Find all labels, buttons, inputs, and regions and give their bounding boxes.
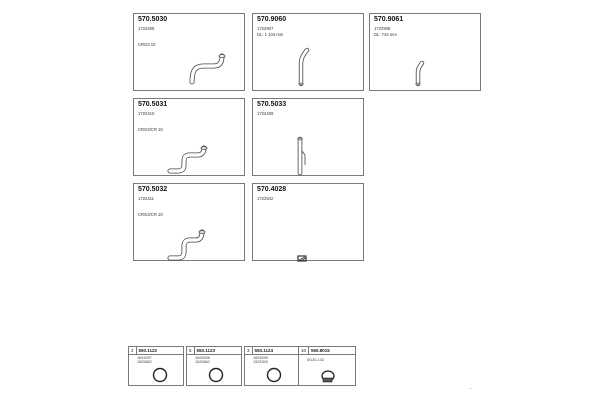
hose-clamp-drawing	[299, 347, 357, 387]
part-code: 570.5030	[138, 16, 168, 23]
part-card-570-5031[interactable]	[133, 98, 245, 176]
part-note: DL: 734 mm	[374, 32, 397, 37]
clamp-ring-drawing	[245, 347, 301, 387]
bent-pipe-drawing	[134, 14, 246, 92]
accessory-line: 1525862	[137, 360, 152, 364]
straight-pipe-drawing	[253, 14, 365, 92]
accessory-code: 550.1122	[138, 348, 158, 353]
part-reference: 1722409	[257, 111, 274, 116]
part-code: 570.4028	[257, 186, 287, 193]
accessory-line: 1525326	[253, 360, 268, 364]
part-reference: 1722542	[257, 196, 274, 201]
accessory-550-1123[interactable]	[186, 346, 242, 386]
accessory-number: 3	[245, 347, 253, 354]
accessory-550-8015[interactable]	[298, 346, 356, 386]
part-card-570-5030[interactable]	[133, 13, 245, 91]
accessory-code: 550.1123	[196, 348, 216, 353]
part-note: CRG3/CR 10	[138, 127, 163, 132]
part-code: 570.9061	[374, 16, 404, 23]
part-code: 570.5032	[138, 186, 168, 193]
part-note: DL: 1 104 mm	[257, 32, 284, 37]
accessory-line: 1693298	[195, 356, 210, 360]
s-bend-pipe-drawing	[134, 184, 246, 262]
part-card-570-5033[interactable]	[252, 98, 364, 176]
short-pipe-drawing	[370, 14, 482, 92]
part-note: CRG3 10	[138, 42, 156, 47]
accessory-550-1122[interactable]	[128, 346, 184, 386]
part-note: CRG3/CR 10	[138, 212, 163, 217]
part-card-570-5032[interactable]	[133, 183, 245, 261]
vertical-pipe-drawing	[253, 99, 365, 177]
part-reference: 1722410	[138, 111, 155, 116]
part-reference: 1722907	[257, 26, 274, 31]
accessory-number: 2	[129, 347, 137, 354]
accessory-number: 10	[299, 347, 309, 354]
accessory-code: 550.8015	[311, 348, 330, 353]
part-reference: 1722406	[138, 26, 155, 31]
part-card-570-9061[interactable]	[369, 13, 481, 91]
s-bend-pipe-drawing	[134, 99, 246, 177]
part-code: 570.5033	[257, 101, 287, 108]
part-reference: 1722908	[374, 26, 391, 31]
clamp-ring-drawing	[187, 347, 243, 387]
accessory-line: 1693297	[137, 356, 152, 360]
part-reference: 1722411	[138, 196, 154, 201]
accessory-line: 1525860	[195, 360, 210, 364]
clamp-ring-drawing	[129, 347, 185, 387]
page-marker	[470, 388, 471, 389]
accessory-550-1124[interactable]	[244, 346, 300, 386]
part-code: 570.5031	[138, 101, 168, 108]
part-card-570-4028[interactable]	[252, 183, 364, 261]
accessory-number: 5	[187, 347, 195, 354]
accessory-line: 1693296	[253, 356, 268, 360]
clamp-bracket-drawing	[253, 184, 365, 262]
accessory-code: 550.1124	[254, 348, 274, 353]
accessory-line: Ø120-132	[307, 358, 324, 362]
part-code: 570.9060	[257, 16, 287, 23]
part-card-570-9060[interactable]	[252, 13, 364, 91]
